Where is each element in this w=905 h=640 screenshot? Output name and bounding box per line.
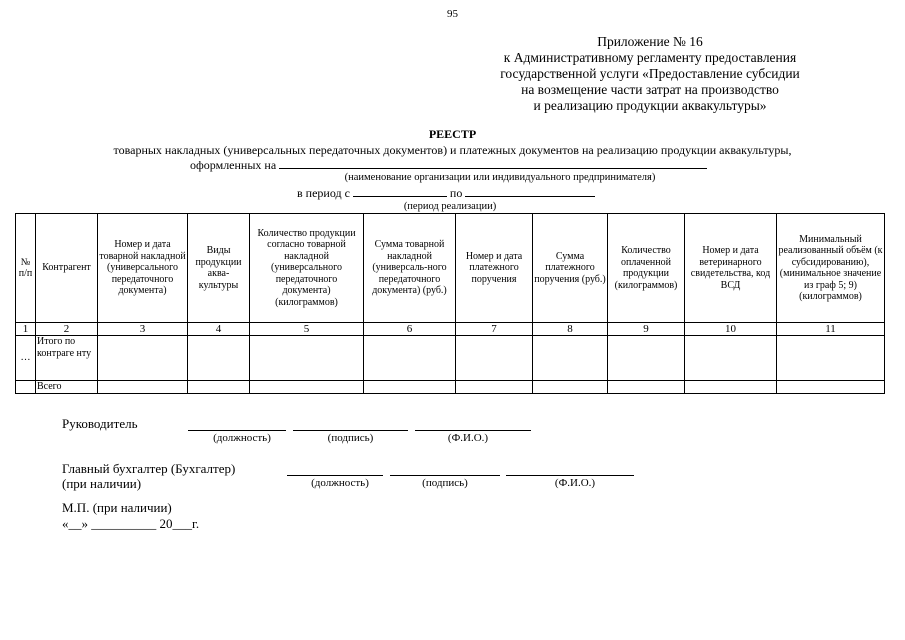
column-number: 5 — [250, 323, 364, 336]
column-number: 1 — [16, 323, 36, 336]
appendix-line: государственной услуги «Предоставление субсидии — [500, 66, 800, 81]
table-cell[interactable] — [250, 336, 364, 381]
table-cell[interactable] — [364, 381, 456, 394]
period-to-field[interactable] — [465, 185, 595, 197]
column-number: 2 — [36, 323, 98, 336]
column-header: Номер и дата ветеринарного свидетельства, код ВСД — [685, 214, 777, 323]
table-cell[interactable] — [188, 336, 250, 381]
column-number: 8 — [533, 323, 608, 336]
signature-caption: (подпись) — [422, 477, 468, 489]
table-cell[interactable] — [533, 381, 608, 394]
table-cell[interactable] — [98, 381, 188, 394]
chief-accountant-label: Главный бухгалтер (Бухгалтер) — [62, 461, 236, 476]
column-number: 9 — [608, 323, 685, 336]
appendix-line: Приложение № 16 — [597, 34, 703, 49]
table-cell[interactable] — [456, 336, 533, 381]
table-cell[interactable] — [608, 336, 685, 381]
column-header: Сумма товарной накладной (универсаль-ного передаточного документа) (руб.) — [364, 214, 456, 323]
appendix-line: к Административному регламенту предоставления — [503, 50, 797, 65]
table-cell[interactable] — [188, 381, 250, 394]
organization-caption: (наименование организации или индивидуального предпринимателя) — [344, 172, 656, 183]
position-caption: (должность) — [311, 477, 369, 489]
table-cell[interactable] — [608, 381, 685, 394]
table-header-row — [16, 214, 885, 323]
register-title: РЕЕСТР — [428, 127, 477, 141]
organization-field[interactable] — [279, 157, 707, 169]
column-header: Минимальный реализованный объём (к субсидированию), (минимальное значение из граф 5; 9) (килограммов) — [777, 214, 885, 323]
total-by-counterparty-label: Итого по контраге нту — [36, 336, 98, 381]
column-header: Сумма платежного поручения (руб.) — [533, 214, 608, 323]
column-header: Количество продукции согласно товарной накладной (универсального передаточного документа) (килограммов) — [250, 214, 364, 323]
name-caption: (Ф.И.О.) — [554, 477, 596, 489]
head-name-field[interactable] — [415, 429, 531, 431]
row-number-cell: … — [16, 336, 36, 381]
column-header: Номер и дата товарной накладной (универсального передаточного документа) — [98, 214, 188, 323]
head-label: Руководитель — [62, 416, 138, 431]
column-number: 10 — [685, 323, 777, 336]
page-number: 95 — [447, 8, 458, 20]
table-cell[interactable] — [98, 336, 188, 381]
column-header: Контрагент — [36, 214, 98, 323]
column-number: 3 — [98, 323, 188, 336]
column-header: Номер и дата платежного поручения — [456, 214, 533, 323]
chief-signature-field[interactable] — [390, 474, 500, 476]
chief-name-field[interactable] — [506, 474, 634, 476]
column-header: Виды продукции аква-культуры — [188, 214, 250, 323]
appendix-block — [440, 34, 860, 114]
table-cell[interactable] — [777, 381, 885, 394]
period-caption: (период реализации) — [403, 201, 497, 212]
head-signature-field[interactable] — [293, 429, 408, 431]
column-header: № п/п — [16, 214, 36, 323]
table-cell[interactable] — [777, 336, 885, 381]
appendix-line: и реализацию продукции аквакультуры» — [533, 98, 767, 113]
period-to-label: по — [449, 186, 463, 200]
grand-total-label: Всего — [36, 381, 98, 394]
period-from-label: в период с — [297, 186, 350, 200]
register-subtitle: товарных накладных (универсальных передаточных документов) и платежных документов на реализацию продукции аквакультуры, — [113, 143, 792, 157]
table-row-grand-total — [16, 381, 885, 394]
table-row-total-by-counterparty — [16, 336, 885, 381]
issued-label: оформленных на — [190, 158, 277, 172]
head-position-field[interactable] — [188, 429, 286, 431]
stamp-label: М.П. (при наличии) — [62, 500, 172, 515]
table-cell[interactable] — [364, 336, 456, 381]
column-header: Количество оплаченной продукции (килограммов) — [608, 214, 685, 323]
column-number: 11 — [777, 323, 885, 336]
column-number: 6 — [364, 323, 456, 336]
table-cell[interactable] — [250, 381, 364, 394]
table-cell[interactable] — [533, 336, 608, 381]
column-number-row — [16, 323, 885, 336]
chief-accountant-note: (при наличии) — [62, 476, 142, 491]
appendix-line: на возмещение части затрат на производство — [521, 82, 779, 97]
table-cell[interactable] — [685, 336, 777, 381]
issued-to-line — [190, 157, 707, 173]
position-caption: (должность) — [213, 432, 271, 444]
signature-caption: (подпись) — [327, 432, 374, 444]
row-number-cell — [16, 381, 36, 394]
register-table — [15, 213, 885, 394]
table-cell[interactable] — [456, 381, 533, 394]
column-number: 4 — [188, 323, 250, 336]
date-line: «__» __________ 20___г. — [62, 516, 200, 531]
column-number: 7 — [456, 323, 533, 336]
period-from-field[interactable] — [353, 185, 447, 197]
name-caption: (Ф.И.О.) — [447, 432, 489, 444]
chief-position-field[interactable] — [287, 474, 383, 476]
table-cell[interactable] — [685, 381, 777, 394]
period-line — [297, 185, 595, 201]
